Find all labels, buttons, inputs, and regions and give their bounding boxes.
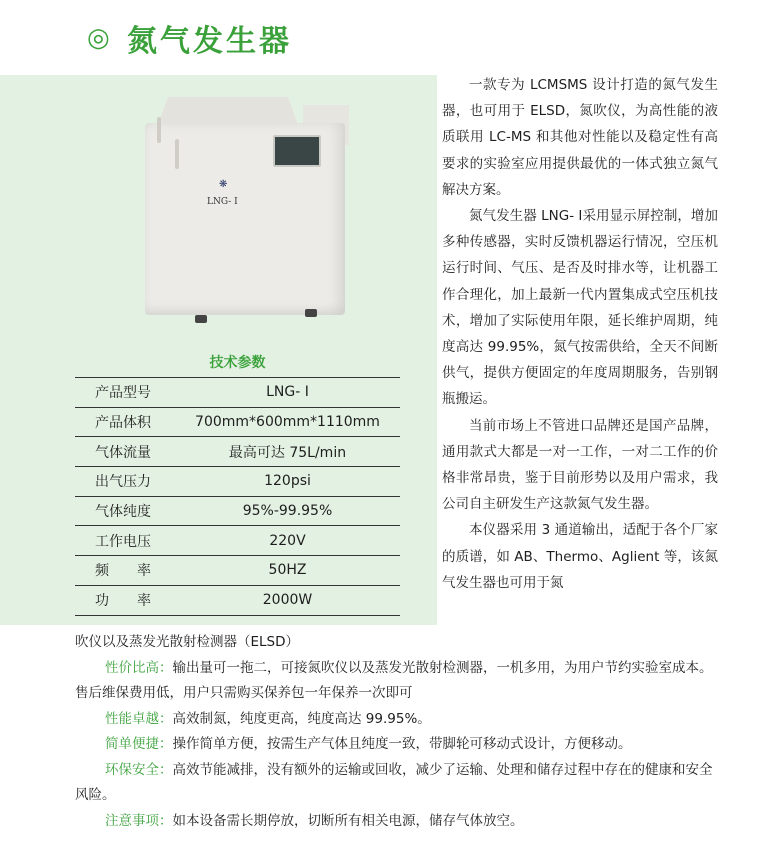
spec-label: 产品型号: [75, 378, 175, 408]
display-screen: [273, 135, 321, 167]
description-paragraph: 本仪器采用 3 通道输出，适配于各个厂家的质谱，如 AB、Thermo、Aglient 等，该氮气发生器也可用于氮: [442, 522, 718, 591]
feature-item: [75, 809, 720, 835]
feature-text: 输出量可一拖二，可接氮吹仪以及蒸发光散射检测器，一机多用，为用户节约实验室成本。售后维保费用低，用户只需购买保养包一年保养一次即可: [75, 659, 713, 701]
feature-text: 如本设备需长期停放，切断所有相关电源，储存气体放空。: [172, 812, 524, 829]
feature-item: [75, 656, 720, 707]
spec-title: 技术参数: [209, 355, 266, 371]
snowflake-logo-icon: ❋: [219, 179, 228, 190]
spec-value: 220V: [175, 526, 400, 556]
feature-label: 环保安全：: [105, 761, 173, 778]
feature-text: 高效制氮，纯度更高，纯度高达 99.95%。: [172, 710, 431, 727]
spec-label: 出气压力: [75, 467, 175, 497]
spec-label: 气体流量: [75, 437, 175, 467]
spec-label: 产品体积: [75, 407, 175, 437]
page-title: [87, 16, 292, 60]
table-row: [75, 437, 400, 467]
title-text: 氮气发生器: [127, 24, 292, 59]
feature-label: 简单便捷：: [105, 736, 173, 752]
description-continuation: 吹仪以及蒸发光散射检测器（ELSD）: [75, 634, 300, 650]
spec-label: 功 率: [75, 585, 175, 615]
table-row: [75, 378, 400, 408]
table-row: [75, 526, 400, 556]
feature-label: 性能卓越：: [105, 710, 173, 727]
machine-model-label: LNG- Ⅰ: [207, 197, 238, 207]
feature-label: 注意事项：: [105, 812, 173, 829]
spec-value: 700mm*600mm*1110mm: [175, 407, 400, 437]
spec-value: 50HZ: [175, 556, 400, 586]
product-image: [145, 97, 350, 325]
description: [442, 72, 718, 596]
feature-text: 操作简单方便，按需生产气体且纯度一致，带脚轮可移动式设计，方便移动。: [172, 736, 632, 752]
spec-table: [75, 377, 400, 616]
feature-item: [75, 707, 720, 733]
spec-value: 最高可达 75L/min: [175, 437, 400, 467]
description-paragraph: 当前市场上不管进口品牌还是国产品牌，通用款式大都是一对一工作，一对二工作的价格非常昂贵，鉴于目前形势以及用户需求，我公司自主研发生产这款氮气发生器。: [442, 417, 718, 513]
spec-label: 气体纯度: [75, 496, 175, 526]
spec-value: 2000W: [175, 585, 400, 615]
spec-label: 频 率: [75, 556, 175, 586]
feature-text: 高效节能减排，没有额外的运输或回收，减少了运输、处理和储存过程中存在的健康和安全风险。: [75, 761, 713, 803]
bullseye-icon: ◎: [87, 23, 110, 53]
spec-value: 120psi: [175, 467, 400, 497]
spec-label: 工作电压: [75, 526, 175, 556]
table-row: [75, 407, 400, 437]
description-paragraph: 一款专为 LCMSMS 设计打造的氮气发生器，也可用于 ELSD，氮吹仪，为高性能的液质联用 LC-MS 和其他对性能以及稳定性有高要求的实验室应用提供最优的一体式独立氮气解决方案。: [442, 77, 718, 198]
feature-label: 性价比高：: [105, 659, 173, 676]
table-row: [75, 585, 400, 615]
table-row: [75, 496, 400, 526]
spec-value: 95%-99.95%: [175, 496, 400, 526]
table-row: [75, 467, 400, 497]
feature-item: [75, 758, 720, 809]
features-section: [75, 630, 720, 834]
description-paragraph: 氮气发生器 LNG- Ⅰ采用显示屏控制，增加多种传感器，实时反馈机器运行情况，空压机运行时间、气压、是否及时排水等，让机器工作合理化，加上最新一代内置集成式空压机技术，增加了实际使用年限，延长维护周期，纯度高达 99.95%，氮气按需供给，全天不间断供气，提供方便固定的年度周期服务，告别钢瓶搬运。: [442, 208, 718, 408]
table-row: [75, 556, 400, 586]
spec-value: LNG- Ⅰ: [175, 378, 400, 408]
feature-item: [75, 732, 720, 758]
